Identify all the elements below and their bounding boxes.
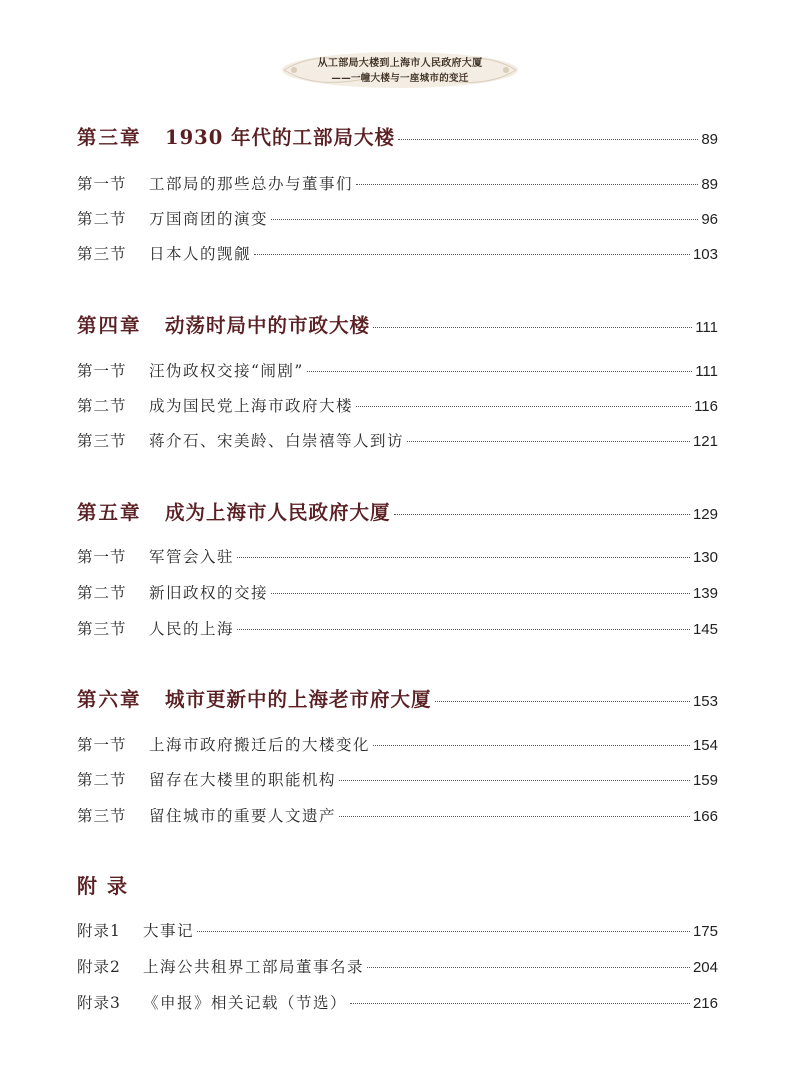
dot-leader (254, 254, 690, 255)
toc-chapter-6[interactable] (77, 684, 718, 712)
chapter-label: 第三章 (77, 126, 142, 149)
toc-section[interactable] (77, 429, 718, 451)
appendix-title: 上海公共租界工部局董事名录 (143, 958, 365, 976)
chapter-title: 1930 年代的工部局大楼 (165, 126, 396, 149)
section-title: 万国商团的演变 (149, 210, 269, 228)
page-number: 139 (692, 585, 718, 602)
dot-leader (271, 219, 698, 220)
page-number: 130 (692, 549, 718, 566)
appendix-title: 《申报》相关记载（节选） (143, 994, 348, 1012)
toc-section[interactable] (77, 207, 718, 229)
dot-leader (307, 371, 692, 372)
page-number: 89 (701, 176, 718, 193)
section-label: 第一节 (77, 362, 127, 380)
chapter-title: 成为上海市人民政府大厦 (165, 501, 391, 524)
chapter-label: 第五章 (77, 501, 142, 524)
chapter-label: 第四章 (77, 314, 142, 337)
section-label: 第二节 (77, 210, 127, 228)
section-label: 第三节 (77, 245, 127, 263)
toc-section[interactable] (77, 617, 718, 639)
running-header (280, 46, 520, 96)
dot-leader (339, 780, 690, 781)
page-number: 89 (701, 131, 718, 148)
section-title: 汪伪政权交接“闹剧” (149, 362, 304, 380)
chapter-title: 动荡时局中的市政大楼 (165, 314, 371, 337)
section-title: 日本人的觊觎 (149, 245, 252, 263)
page-number: 175 (692, 923, 718, 940)
page-number: 166 (692, 808, 718, 825)
section-title: 新旧政权的交接 (149, 584, 269, 602)
chapter-label: 第六章 (77, 688, 142, 711)
section-title: 留住城市的重要人文遗产 (149, 807, 337, 825)
dot-leader (197, 931, 690, 932)
section-title: 军管会入驻 (149, 548, 235, 566)
section-title: 人民的上海 (149, 620, 235, 638)
dot-leader (356, 406, 691, 407)
page-number: 116 (694, 398, 718, 415)
toc-section[interactable] (77, 768, 718, 790)
dot-leader (356, 184, 698, 185)
page-number: 154 (692, 737, 718, 754)
dot-leader (373, 327, 692, 328)
appendix-heading: 附录 (77, 874, 137, 898)
section-label: 第三节 (77, 807, 127, 825)
toc-section[interactable] (77, 172, 718, 194)
dot-leader (237, 557, 690, 558)
dot-leader (394, 514, 690, 515)
chapter-title: 城市更新中的上海老市府大厦 (165, 688, 432, 711)
page-number: 204 (692, 959, 718, 976)
page-number: 216 (692, 995, 718, 1012)
page-number: 96 (701, 211, 718, 228)
toc-chapter-3[interactable] (77, 122, 718, 150)
appendix-label: 附录2 (77, 958, 121, 976)
toc-section[interactable] (77, 733, 718, 755)
page-number: 129 (692, 506, 718, 523)
page-number: 153 (692, 693, 718, 710)
page-number: 111 (695, 363, 718, 380)
toc-appendix-item[interactable] (77, 955, 718, 977)
appendix-label: 附录3 (77, 994, 121, 1012)
toc-appendix-item[interactable] (77, 991, 718, 1013)
dot-leader (271, 593, 690, 594)
toc-section[interactable] (77, 545, 718, 567)
toc-section[interactable] (77, 581, 718, 603)
section-label: 第一节 (77, 736, 127, 754)
toc-chapter-5[interactable] (77, 497, 718, 525)
section-title: 成为国民党上海市政府大楼 (149, 397, 354, 415)
section-label: 第三节 (77, 432, 127, 450)
page-number: 111 (695, 319, 718, 336)
section-label: 第二节 (77, 584, 127, 602)
section-label: 第二节 (77, 771, 127, 789)
dot-leader (407, 441, 690, 442)
dot-leader (373, 745, 690, 746)
toc-chapter-4[interactable] (77, 310, 718, 338)
toc-section[interactable] (77, 242, 718, 264)
header-subtitle: ——一幢大楼与一座城市的变迁 (331, 73, 469, 84)
section-label: 第一节 (77, 175, 127, 193)
section-title: 蒋介石、宋美龄、白崇禧等人到访 (149, 432, 405, 450)
header-title: 从工部局大楼到上海市人民政府大厦 (317, 58, 483, 69)
section-label: 第二节 (77, 397, 127, 415)
section-title: 上海市政府搬迁后的大楼变化 (149, 736, 371, 754)
dot-leader (367, 967, 690, 968)
toc-section[interactable] (77, 804, 718, 826)
section-label: 第三节 (77, 620, 127, 638)
toc-appendix-item[interactable] (77, 919, 718, 941)
appendix-title: 大事记 (143, 922, 195, 940)
toc-section[interactable] (77, 359, 718, 381)
section-title: 留存在大楼里的职能机构 (149, 771, 337, 789)
section-label: 第一节 (77, 548, 127, 566)
page-number: 121 (692, 433, 718, 450)
page-number: 145 (692, 621, 718, 638)
section-title: 工部局的那些总办与董事们 (149, 175, 354, 193)
dot-leader (237, 629, 690, 630)
appendix-label: 附录1 (77, 922, 121, 940)
dot-leader (339, 816, 690, 817)
dot-leader (435, 701, 690, 702)
dot-leader (398, 139, 698, 140)
dot-leader (350, 1003, 690, 1004)
toc-section[interactable] (77, 394, 718, 416)
page-number: 159 (692, 772, 718, 789)
page-number: 103 (692, 246, 718, 263)
